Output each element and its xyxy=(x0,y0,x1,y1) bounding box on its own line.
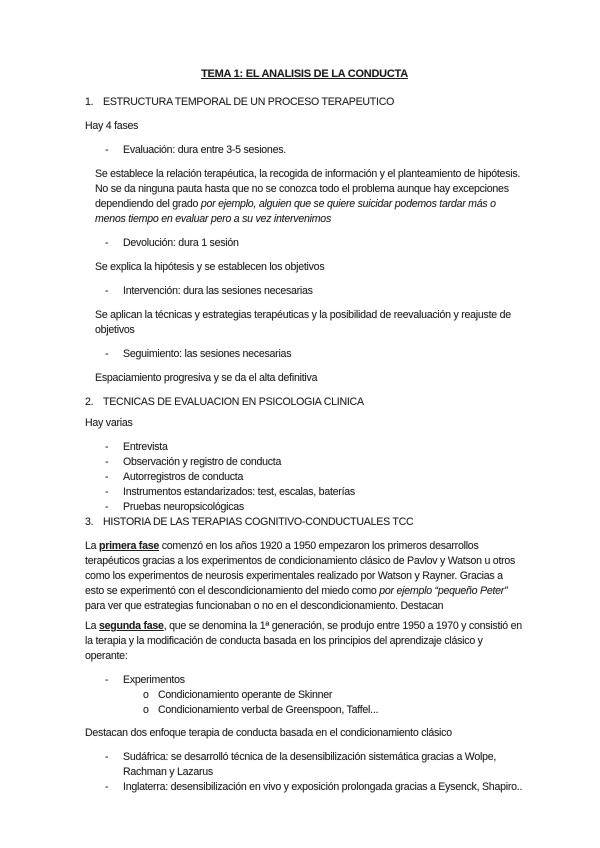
list-item-text: Autorregistros de conducta xyxy=(123,471,244,483)
text-run-bold-underline: segunda fase xyxy=(98,620,164,632)
section-3-number: 3. xyxy=(85,516,94,528)
list-item xyxy=(105,143,524,158)
section-1-intro: Hay 4 fases xyxy=(85,120,139,132)
text-run: La xyxy=(85,540,99,552)
list-item xyxy=(105,780,524,795)
list-item-text: Seguimiento: las sesiones necesarias xyxy=(123,348,292,360)
circle-bullet-marker: o xyxy=(143,689,149,701)
list-item-text: Instrumentos estandarizados: test, escalas, baterías xyxy=(123,486,355,498)
dash-bullet-marker: - xyxy=(105,441,109,453)
sub-list-item-text: Condicionamiento operante de Skinner xyxy=(158,689,333,701)
list-item xyxy=(105,485,524,500)
section-2-intro: Hay varias xyxy=(85,417,133,429)
sub-list-item xyxy=(143,703,524,718)
list-item-text: Evaluación: dura entre 3-5 sesiones. xyxy=(123,144,286,156)
section-1-number: 1. xyxy=(85,96,94,108)
dash-bullet-marker: - xyxy=(105,486,109,498)
list-item xyxy=(105,673,524,688)
list-item-text: Devolución: dura 1 sesión xyxy=(123,237,239,249)
text-run: para ver que estrategias funcionaban o no en el descondicionamiento. Destacan xyxy=(85,600,444,612)
section-2-heading-text: TECNICAS DE EVALUACION EN PSICOLOGIA CLINICA xyxy=(103,396,364,408)
dash-bullet-marker: - xyxy=(105,751,109,763)
dash-bullet-marker: - xyxy=(105,501,109,513)
text-run: , que se denomina la 1ª generación, se produjo entre 1950 a 1970 y consistió en la terapia y la modificación de conducta basada en los principios del aprendizaje clásico y operante: xyxy=(85,620,522,662)
text-run: La xyxy=(85,620,99,632)
dash-bullet-marker: - xyxy=(105,781,109,793)
list-item-text: Entrevista xyxy=(123,441,168,453)
section-1-heading-text: ESTRUCTURA TEMPORAL DE UN PROCESO TERAPEUTICO xyxy=(103,96,395,108)
list-item xyxy=(105,470,524,485)
section-1-heading xyxy=(85,95,524,110)
circle-bullet-marker: o xyxy=(143,704,149,716)
paragraph: Se aplican la técnicas y estrategias terapéuticas y la posibilidad de reevaluación y reajuste de objetivos xyxy=(95,309,511,336)
text-run: comenzó en los años 1920 a 1950 empezaron los primeros desarrollos terapéuticos gracias a los experimentos de condicionamiento clásico de Pavlov y Watson u otros como los experimentos de neurosis experimentales realizado por Watson y Rayner. Gracias a esto se experimentó con el descondicionamiento del miedo como xyxy=(85,540,516,597)
dash-bullet-marker: - xyxy=(105,144,109,156)
section-2-heading xyxy=(85,395,524,410)
list-item xyxy=(105,750,524,780)
list-item-text: Sudáfrica: se desarrolló técnica de la desensibilización sistemática gracias a Wolpe, Rachman y Lazarus xyxy=(123,751,497,778)
list-item-text: Experimentos xyxy=(123,674,185,686)
list-item-text: Observación y registro de conducta xyxy=(123,456,282,468)
list-item xyxy=(105,500,524,515)
sub-list-item xyxy=(143,688,524,703)
section-3-heading xyxy=(85,515,524,530)
dash-bullet-marker: - xyxy=(105,285,109,297)
paragraph-destacan: Destacan dos enfoque terapia de conducta basada en el condicionamiento clásico xyxy=(85,727,452,739)
paragraph: Espaciamiento progresiva y se da el alta definitiva xyxy=(95,372,318,384)
text-run-bold-underline: primera fase xyxy=(98,540,159,552)
paragraph-segunda-fase xyxy=(85,619,524,664)
text-run-italic: por ejemplo “pequeño Peter” xyxy=(379,585,508,597)
list-item xyxy=(105,347,524,362)
paragraph: Se explica la hipótesis y se establecen los objetivos xyxy=(95,261,325,273)
list-item-text: Pruebas neuropsicológicas xyxy=(123,501,244,513)
list-item xyxy=(105,284,524,299)
list-item-text: Inglaterra: desensibilización en vivo y exposición prolongada gracias a Eysenck, Shapiro.. xyxy=(123,781,523,793)
text-run: Se establece la relación terapéutica, la recogida de información y el planteamiento de hipótesis. No se da ninguna pauta hasta que no se conozca todo el problema aunque hay excepciones dependiendo del grado xyxy=(95,168,521,210)
dash-bullet-marker: - xyxy=(105,456,109,468)
dash-bullet-marker: - xyxy=(105,348,109,360)
sub-list-item-text: Condicionamiento verbal de Greenspoon, Taffel... xyxy=(158,704,379,716)
paragraph-primera-fase xyxy=(85,539,524,614)
dash-bullet-marker: - xyxy=(105,237,109,249)
list-item xyxy=(105,236,524,251)
paragraph xyxy=(95,167,524,227)
doc-title: TEMA 1: EL ANALISIS DE LA CONDUCTA xyxy=(201,68,408,80)
dash-bullet-marker: - xyxy=(105,471,109,483)
section-3-heading-text: HISTORIA DE LAS TERAPIAS COGNITIVO-CONDUCTUALES TCC xyxy=(103,516,414,528)
list-item-text: Intervención: dura las sesiones necesarias xyxy=(123,285,313,297)
section-2-number: 2. xyxy=(85,396,94,408)
dash-bullet-marker: - xyxy=(105,674,109,686)
list-item xyxy=(105,440,524,455)
text-run-italic: por ejemplo, alguien que se quiere suicidar podemos tardar más o menos tiempo en evaluar pero a su vez intervenimos xyxy=(95,198,496,225)
list-item xyxy=(105,455,524,470)
